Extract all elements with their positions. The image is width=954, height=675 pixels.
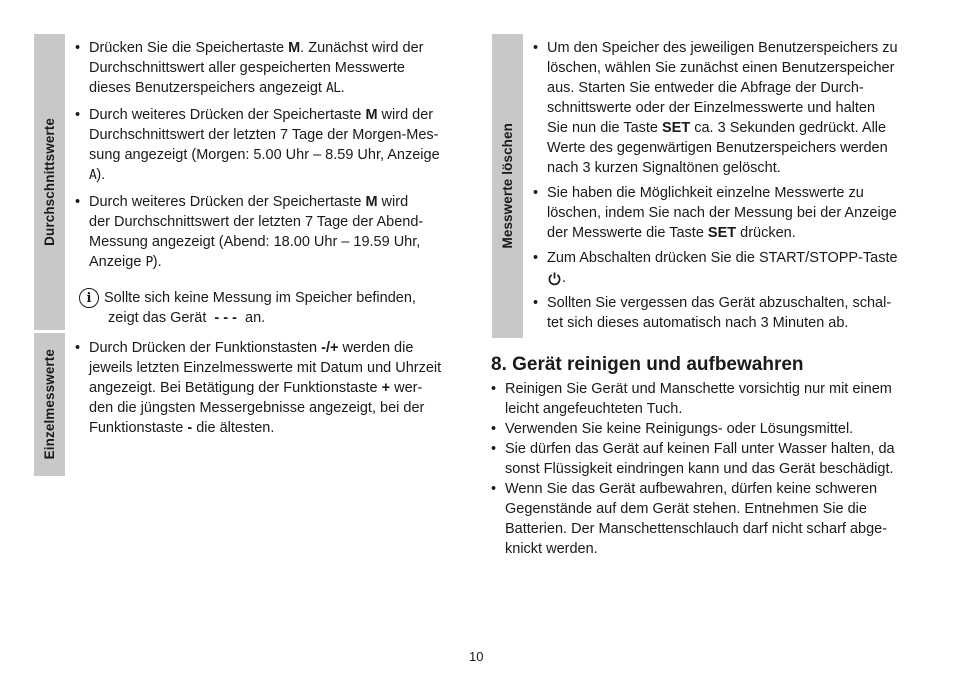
text-segment: Gegenstände auf dem Gerät stehen. Entnehmen Sie die [505,501,867,517]
tab-einzelmesswerte [34,333,65,476]
bold-text: M [365,194,378,210]
text-segment: Durchschnittswert der letzten 7 Tage der Morgen-Mes- [89,127,439,143]
bold-text: M [288,40,301,56]
text-line [505,499,931,519]
text-line [505,419,931,439]
list-item [75,38,475,99]
text-line [505,519,931,539]
list-item [533,38,933,178]
text-segment: Sollten Sie vergessen das Gerät abzuschalten, schal- [547,295,892,311]
list-item [75,192,475,273]
bold-text: + [381,380,391,396]
bold-text: - [187,420,193,436]
text-line [505,379,931,399]
text-line [505,399,931,419]
power-icon [547,271,562,286]
display-symbol: P [145,255,153,270]
list-item [75,338,475,438]
text-segment: Reinigen Sie Gerät und Manschette vorsichtig nur mit einem [505,381,892,397]
info-note [79,288,416,328]
text-segment: Wenn Sie das Gerät aufbewahren, dürfen keine schweren [505,481,878,497]
text-line [89,398,475,418]
text-segment: Verwenden Sie keine Reinigungs- oder Lösungsmittel. [505,421,854,437]
text-line [547,78,933,98]
text-segment: nach 3 kurzen Signaltönen gelöscht. [547,160,781,176]
text-line [547,38,933,58]
text-line [89,165,475,186]
text-line [89,105,475,125]
text-segment: wer- [390,380,423,396]
text-segment: zeigt das Gerät [104,310,215,326]
text-line [89,378,475,398]
text-segment: Durch weiteres Drücken der Speichertaste [89,107,366,123]
text-line [547,118,933,138]
list-item [491,419,931,439]
text-line [89,252,475,273]
text-segment: Drücken Sie die Speichertaste [89,40,289,56]
text-segment: Durchschnittswert aller gespeicherten Messwerte [89,60,405,76]
text-line [505,539,931,559]
text-line [547,138,933,158]
text-segment: ). [96,167,106,183]
text-segment: den die jüngsten Messergebnisse angezeigt, bei der [89,400,425,416]
text-line [89,212,475,232]
average-bullets [75,38,475,273]
text-segment: jeweils letzten Einzelmesswerte mit Datum und Uhrzeit [89,360,442,376]
text-segment: Messung angezeigt (Abend: 18.00 Uhr – 19.59 Uhr, [89,234,421,250]
tab-messwerte-loeschen [492,34,523,338]
text-segment: wird der [377,107,434,123]
text-segment: ca. 3 Sekunden gedrückt. Alle [690,120,887,136]
list-item [491,479,931,559]
text-segment: Anzeige [89,254,146,270]
display-symbol: A [89,168,97,183]
delete-bullets [533,38,933,333]
section-title: 8. Gerät reinigen und aufbewahren [491,354,804,375]
text-line [89,125,475,145]
bold-text: -/+ [321,340,339,356]
text-segment: sung angezeigt (Morgen: 5.00 Uhr – 8.59 Uhr, Anzeige [89,147,440,163]
text-segment: ). [152,254,162,270]
text-line [89,192,475,212]
text-line [547,248,933,268]
tab-label-single: Einzelmesswerte [42,349,57,460]
text-line [89,58,475,78]
text-segment: die ältesten. [192,420,275,436]
text-segment: Durch Drücken der Funktionstasten [89,340,322,356]
text-segment: tet sich dieses automatisch nach 3 Minuten ab. [547,315,849,331]
text-segment: schnittswerte oder der Einzelmesswerte und halten [547,100,876,116]
text-segment: der Durchschnittswert der letzten 7 Tage der Abend- [89,214,424,230]
text-line [89,145,475,165]
text-segment: . [340,80,345,96]
text-line [89,358,475,378]
text-segment: leicht angefeuchteten Tuch. [505,401,683,417]
text-segment: Sollte sich keine Messung im Speicher befinden, [104,290,416,306]
text-segment: aus. Starten Sie entweder die Abfrage der Durch- [547,80,864,96]
text-line [89,38,475,58]
list-item [75,105,475,186]
text-segment: an. [236,310,266,326]
text-segment: löschen, wählen Sie zunächst einen Benutzerspeicher [547,60,895,76]
text-segment: drücken. [736,225,796,241]
text-segment: dieses Benutzerspeichers angezeigt [89,80,326,96]
text-line [547,203,933,223]
clean-bullets [491,379,931,559]
tab-label-delete: Messwerte löschen [500,123,515,249]
page-number: 10 [469,649,484,664]
text-segment: der Messwerte die Taste [547,225,708,241]
text-segment: Batterien. Der Manschettenschlauch darf nicht scharf abge- [505,521,888,537]
bold-text: - - - [214,310,237,326]
text-segment: knickt werden. [505,541,598,557]
text-line [547,223,933,243]
text-segment: . Zunächst wird der [300,40,424,56]
text-line [547,183,933,203]
text-segment: Sie haben die Möglichkeit einzelne Messwerte zu [547,185,864,201]
text-segment: Zum Abschalten drücken Sie die START/STOPP-Taste [547,250,898,266]
list-item [533,183,933,243]
text-segment: Durch weiteres Drücken der Speichertaste [89,194,366,210]
text-segment: Um den Speicher des jeweiligen Benutzerspeichers zu [547,40,898,56]
text-line [89,418,475,438]
text-line [104,308,416,328]
text-line [505,439,931,459]
tab-durchschnittswerte [34,34,65,330]
text-line [104,288,416,308]
list-item [491,379,931,419]
text-line [89,78,475,99]
text-line [505,459,931,479]
text-segment: . [562,270,567,286]
list-item [533,293,933,333]
text-line [547,58,933,78]
text-line [547,158,933,178]
text-segment: wird [377,194,409,210]
info-note-text [104,288,416,328]
text-segment: sonst Flüssigkeit eindringen kann und das Gerät beschädigt. [505,461,894,477]
bold-text: SET [662,120,691,136]
text-segment: löschen, indem Sie nach der Messung bei der Anzeige [547,205,897,221]
list-item [491,439,931,479]
text-segment: Funktionstaste [89,420,188,436]
text-line [547,98,933,118]
bold-text: M [365,107,378,123]
text-segment: Sie dürfen das Gerät auf keinen Fall unter Wasser halten, da [505,441,895,457]
text-segment: Sie nun die Taste [547,120,663,136]
text-line [547,268,933,288]
text-line [505,479,931,499]
text-line [547,313,933,333]
tab-label-average: Durchschnittswerte [42,118,57,246]
single-bullets [75,338,475,438]
bold-text: SET [707,225,737,241]
text-line [89,338,475,358]
list-item [533,248,933,288]
text-line [89,232,475,252]
text-segment: angezeigt. Bei Betätigung der Funktionstaste [89,380,382,396]
text-line [547,293,933,313]
display-symbol: AL [325,81,341,96]
text-segment: Werte des gegenwärtigen Benutzerspeichers werden [547,140,888,156]
info-icon: i [79,288,99,308]
text-segment: werden die [338,340,414,356]
